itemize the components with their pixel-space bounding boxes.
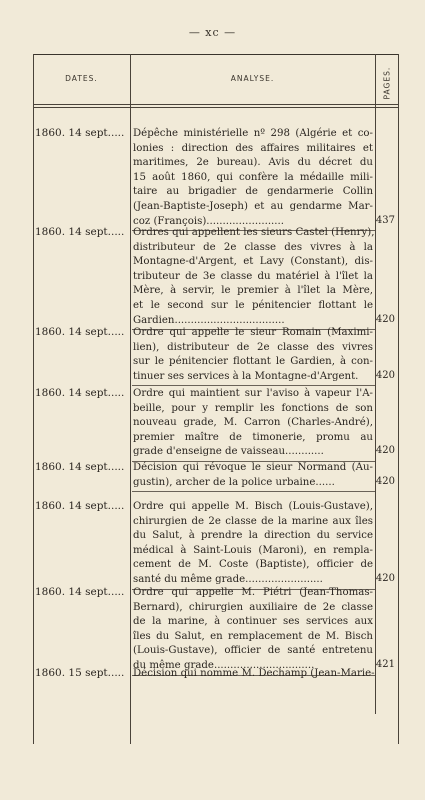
entry-analysis-line: santé du même grade........................: [133, 573, 323, 585]
entry-analysis-line: Ordre qui appelle M. Piétri (Jean-Thomas-: [133, 587, 373, 598]
entry-analysis-line: (Louis-Gustave), officier de santé entretenu: [133, 645, 373, 657]
entry-analysis: [133, 461, 373, 490]
entry-date: 1860. 14 sept.....: [35, 461, 125, 473]
entry-analysis-line: Ordre qui appelle M. Bisch (Louis-Gustave),: [133, 501, 373, 512]
entry-analysis-line: nouveau grade, M. Carron (Charles-André),: [133, 417, 373, 429]
entry-analysis-line: (Jean-Baptiste-Joseph) et au gendarme Mar-: [133, 200, 373, 212]
entry-analysis-line: beille, pour y remplir les fonctions de son: [133, 402, 373, 414]
entry-date: 1860. 14 sept.....: [35, 127, 125, 139]
entry-analysis-line: Mère, à servir, le premier à l'îlet la Mère,: [133, 285, 373, 297]
entry-analysis-line: taire au brigadier de gendarmerie Collin: [133, 186, 373, 198]
entry-analysis-line: et le second sur le pénitencier flottant le: [133, 299, 373, 311]
entry-analysis: [133, 127, 373, 229]
entry-analysis-line: de la marine, à continuer ses services aux: [133, 616, 373, 628]
entry-analysis-line: Gardien..................................: [133, 314, 285, 326]
entry-analysis-line: 15 août 1860, qui confère la médaille mili-: [133, 171, 373, 183]
dates-column-rule: [130, 54, 131, 744]
dates-column-header: DATES.: [65, 74, 98, 83]
entry-date: 1860. 14 sept.....: [35, 500, 125, 512]
entry-page: 420: [375, 475, 395, 487]
analyse-column-header: ANALYSE.: [230, 74, 275, 83]
entry-separator: [132, 491, 375, 492]
entry-date: 1860. 15 sept.....: [35, 667, 125, 679]
entry-analysis: [133, 387, 373, 460]
entry-analysis-line: premier maître de timonerie, promu au: [133, 431, 373, 443]
entry-date: 1860. 14 sept.....: [35, 586, 125, 598]
entry-analysis-line: Ordre qui maintient sur l'aviso à vapeur l'A-: [133, 388, 373, 399]
header-rule: [33, 104, 398, 105]
entry-page: 420: [375, 313, 395, 325]
entry-date: 1860. 14 sept.....: [35, 226, 125, 238]
entry-analysis-line: du Salut, à prendre la direction du service: [133, 530, 373, 542]
entry-analysis-line: sur le pénitencier flottant le Gardien, à con-: [133, 356, 373, 368]
entry-analysis-line: Ordre qui appelle le sieur Romain (Maximi-: [133, 327, 373, 338]
entry-analysis-line: coz (François)........................: [133, 215, 285, 227]
entry-analysis-line: Décision qui révoque le sieur Normand (Au-: [133, 462, 373, 473]
entry-analysis-line: tributeur de 3e classe du matériel à l'îlet la: [133, 270, 373, 282]
entry-analysis-line: lien), distributeur de 2e classe des vivres: [133, 341, 373, 353]
entry-analysis-line: gustin), archer de la police urbaine......: [133, 476, 335, 488]
entry-analysis-line: Montagne-d'Argent, et Lavy (Constant), dis-: [133, 256, 373, 268]
entry-analysis-line: Ordres qui appellent les sieurs Castel (Henry),: [133, 227, 375, 238]
pages-column-header: PAGES.: [382, 66, 392, 100]
entry-page: 421: [375, 659, 395, 670]
table-left-rule: [33, 54, 34, 744]
entry-analysis-line: îles du Salut, en remplacement de M. Bisch: [133, 630, 373, 642]
entry-page: 420: [375, 445, 395, 457]
entry-analysis: [133, 226, 373, 328]
entry-analysis: [133, 667, 373, 682]
entry-page: 437: [375, 214, 395, 226]
entry-analysis: [133, 326, 373, 384]
entry-analysis-line: Bernard), chirurgien auxiliaire de 2e classe: [133, 601, 373, 613]
entry-analysis-line: cement de M. Coste (Baptiste), officier de: [133, 559, 373, 571]
entry-analysis-line: médical à Saint-Louis (Maroni), en rempla-: [133, 544, 373, 556]
entry-date: 1860. 14 sept.....: [35, 387, 125, 399]
table-right-rule: [398, 54, 399, 744]
header-rule-double: [33, 107, 398, 108]
entry-analysis-line: chirurgien de 2e classe de la marine aux îles: [133, 515, 373, 527]
entry-analysis-line: lonies : direction des affaires militaires et: [133, 142, 373, 154]
pages-column-rule: [375, 54, 376, 714]
entry-analysis-line: Décision qui nomme M. Dechamp (Jean-Marie-: [133, 668, 375, 679]
entry-page: 420: [375, 573, 395, 584]
entry-analysis-line: du même grade...............................: [133, 659, 315, 671]
entry-analysis-line: grade d'enseigne de vaisseau............: [133, 446, 324, 458]
entry-analysis-line: maritimes, 2e bureau). Avis du décret du: [133, 157, 373, 169]
entry-analysis-line: tinuer ses services à la Montagne-d'Argent.: [133, 370, 359, 382]
entry-date: 1860. 14 sept.....: [35, 326, 125, 338]
entry-analysis: [133, 500, 373, 588]
page-header: — xc —: [188, 26, 237, 39]
entry-analysis: [133, 586, 373, 674]
entry-analysis-line: Dépêche ministérielle nº 298 (Algérie et co-: [133, 128, 373, 139]
entry-analysis-line: distributeur de 2e classe des vivres à la: [133, 241, 373, 253]
entry-page: 420: [375, 369, 395, 381]
